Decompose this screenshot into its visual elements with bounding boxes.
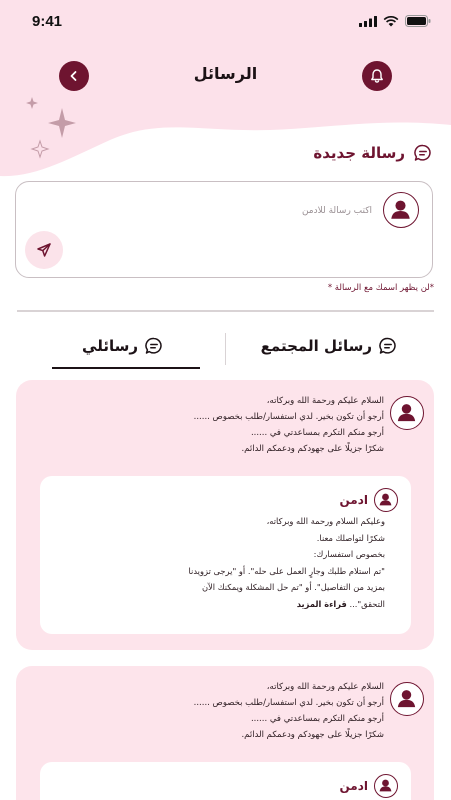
message-body	[84, 393, 384, 457]
message-card[interactable]	[16, 666, 434, 800]
status-bar	[0, 0, 451, 44]
user-avatar-icon	[390, 682, 424, 716]
status-time: 9:41	[32, 13, 63, 30]
send-button[interactable]	[25, 231, 63, 269]
bell-icon	[369, 68, 385, 84]
admin-avatar-icon	[374, 774, 398, 798]
page-title: الرسائل	[193, 64, 258, 83]
tab-separator	[225, 333, 226, 365]
user-avatar-icon	[390, 396, 424, 430]
message-line: أرجو منكم التكرم بمساعدتي في ......	[250, 428, 384, 438]
new-message-title-label: رسالة جديدة	[313, 144, 405, 162]
message-line: أرجو منكم التكرم بمساعدتي في ......	[250, 714, 384, 724]
tab-community-messages[interactable]	[261, 336, 398, 356]
tab-my-messages[interactable]	[82, 336, 164, 356]
chat-bubble-icon	[413, 143, 433, 163]
wifi-icon	[383, 16, 399, 27]
admin-reply	[40, 762, 411, 800]
tab-label: رسائلي	[82, 337, 138, 355]
reply-header	[340, 488, 399, 512]
reply-line: "تم استلام طلبك وجارٍ العمل على حله". أو "يرجى تزويدنا	[188, 565, 385, 576]
section-divider	[17, 310, 434, 312]
admin-avatar-icon	[374, 488, 398, 512]
status-icons	[359, 15, 431, 27]
notifications-button[interactable]	[362, 61, 392, 91]
user-avatar-icon	[383, 192, 419, 228]
message-card[interactable]	[16, 380, 434, 650]
reply-line: بخصوص استفسارك:	[313, 549, 385, 559]
tab-label: رسائل المجتمع	[260, 337, 372, 355]
admin-reply	[40, 476, 411, 634]
message-line: السلام عليكم ورحمة الله وبركاته،	[266, 396, 384, 406]
message-line: السلام عليكم ورحمة الله وبركاته،	[266, 682, 384, 692]
signal-icon	[359, 16, 377, 27]
send-icon	[36, 242, 52, 258]
message-input[interactable]	[92, 206, 372, 216]
reply-header	[340, 774, 399, 798]
reply-line: شكرًا لتواصلك معنا.	[316, 532, 385, 543]
admin-name: ادمن	[339, 779, 368, 793]
message-tabs	[0, 330, 451, 370]
message-line: شكرًا جزيلًا على جهودكم ودعمكم الدائم.	[241, 444, 384, 454]
chat-bubble-icon	[378, 336, 398, 356]
message-line: شكرًا جزيلًا على جهودكم ودعمكم الدائم.	[241, 730, 384, 740]
anonymous-note: *لن يظهر اسمك مع الرسالة *	[327, 283, 434, 293]
reply-line-last	[65, 596, 385, 613]
message-body	[84, 679, 384, 743]
battery-icon	[405, 15, 431, 27]
active-tab-indicator	[52, 367, 200, 369]
compose-box[interactable]	[15, 181, 433, 278]
reply-line: التحقق"...	[349, 598, 385, 609]
message-line: أرجو أن تكون بخير. لدي استفسار/طلب بخصوص ......	[193, 698, 384, 708]
chat-bubble-icon	[144, 336, 164, 356]
reply-line: وعليكم السلام ورحمة الله وبركاته،	[266, 516, 385, 526]
message-line: أرجو أن تكون بخير. لدي استفسار/طلب بخصوص ......	[193, 412, 384, 422]
read-more-link[interactable]: قراءة المزيد	[296, 598, 347, 609]
admin-name: ادمن	[339, 493, 368, 507]
reply-line: بمزيد من التفاصيل". أو "تم حل المشكلة ويمكنك الآن	[201, 582, 385, 592]
reply-body	[65, 513, 385, 612]
new-message-title	[313, 143, 433, 163]
